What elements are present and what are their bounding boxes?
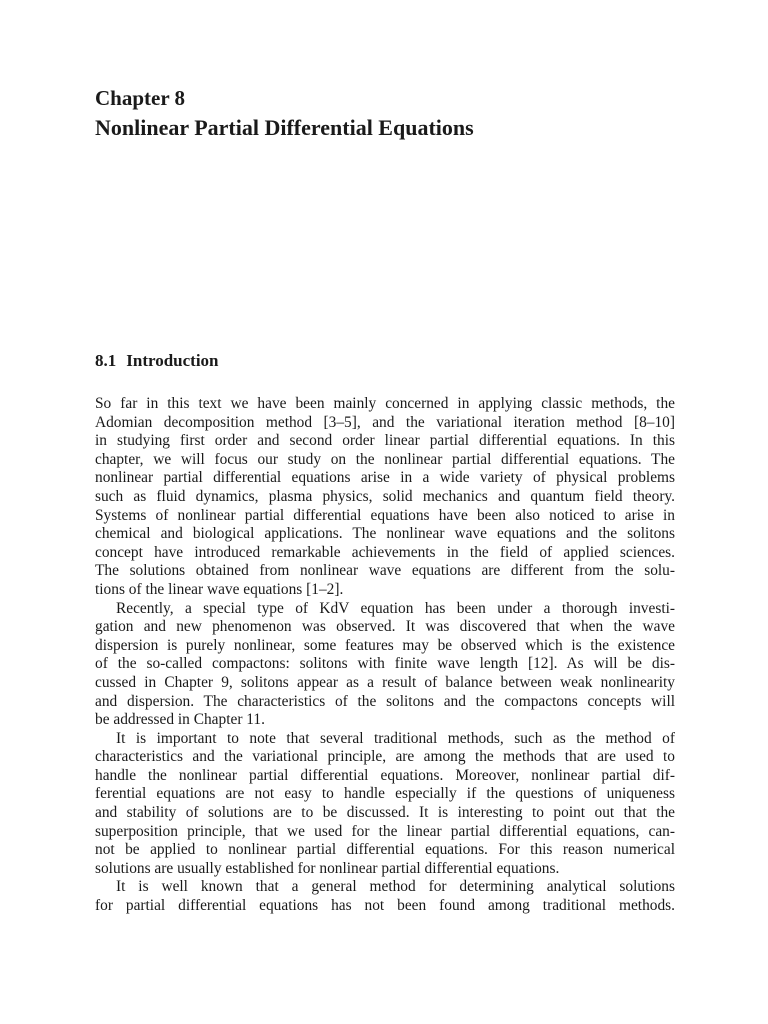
text-line: solutions are usually established for nonlinear partial differential equations.: [95, 859, 560, 877]
text-line: It is well known that a general method for determining analytical solutions: [116, 878, 675, 896]
text-line: Systems of nonlinear partial differential equations have been also noticed to arise in: [95, 506, 675, 524]
section-number: 8.1: [95, 351, 117, 370]
text-line: and dispersion. The characteristics of the solitons and the compactons concepts will: [95, 692, 675, 710]
text-line: for partial differential equations has not been found among traditional methods.: [95, 897, 675, 915]
text-line: and stability of solutions are to be discussed. It is interesting to point out that the: [95, 804, 675, 822]
text-line: of the so-called compactons: solitons with finite wave length [12]. As will be dis-: [95, 655, 675, 673]
text-line: tions of the linear wave equations [1–2].: [95, 580, 344, 598]
text-line: It is important to note that several traditional methods, such as the method of: [116, 729, 675, 747]
text-line: chemical and biological applications. The nonlinear wave equations and the solitons: [95, 525, 675, 543]
text-line: be addressed in Chapter 11.: [95, 711, 265, 729]
paragraph: [95, 730, 675, 879]
text-line: dispersion is purely nonlinear, some features may be observed which is the existence: [95, 636, 675, 654]
paragraph: [95, 878, 675, 915]
section-title: Introduction: [126, 351, 219, 370]
text-line: The solutions obtained from nonlinear wave equations are different from the solu-: [95, 562, 675, 580]
text-line: such as fluid dynamics, plasma physics, solid mechanics and quantum field theory.: [95, 487, 675, 505]
text-line: gation and new phenomenon was observed. It was discovered that when the wave: [95, 618, 675, 636]
chapter-label: Chapter 8: [95, 86, 186, 110]
text-line: in studying first order and second order linear partial differential equations. In this: [95, 432, 675, 450]
paragraph: [95, 395, 675, 600]
text-line: nonlinear partial differential equations arise in a wide variety of physical problems: [95, 469, 675, 487]
text-line: chapter, we will focus our study on the nonlinear partial differential equations. The: [95, 450, 675, 468]
text-line: superposition principle, that we used for the linear partial differential equations, can-: [95, 822, 675, 840]
section-heading: [95, 350, 219, 372]
body-text: [95, 395, 675, 916]
text-line: concept have introduced remarkable achievements in the field of applied sciences.: [95, 543, 675, 561]
text-line: handle the nonlinear partial differential equations. Moreover, nonlinear partial dif-: [95, 766, 675, 784]
text-line: Adomian decomposition method [3–5], and the variational iteration method [8–10]: [95, 413, 675, 431]
text-line: ferential equations are not easy to handle especially if the questions of uniqueness: [95, 785, 675, 803]
text-line: cussed in Chapter 9, solitons appear as a result of balance between weak nonlinearity: [95, 673, 675, 691]
text-line: So far in this text we have been mainly concerned in applying classic methods, the: [95, 395, 675, 412]
text-line: not be applied to nonlinear partial differential equations. For this reason numerical: [95, 841, 675, 859]
paragraph: [95, 600, 675, 730]
chapter-title: Nonlinear Partial Differential Equations: [95, 115, 474, 140]
text-line: characteristics and the variational principle, are among the methods that are used to: [95, 748, 675, 766]
text-line: Recently, a special type of KdV equation has been under a thorough investi-: [116, 599, 675, 617]
